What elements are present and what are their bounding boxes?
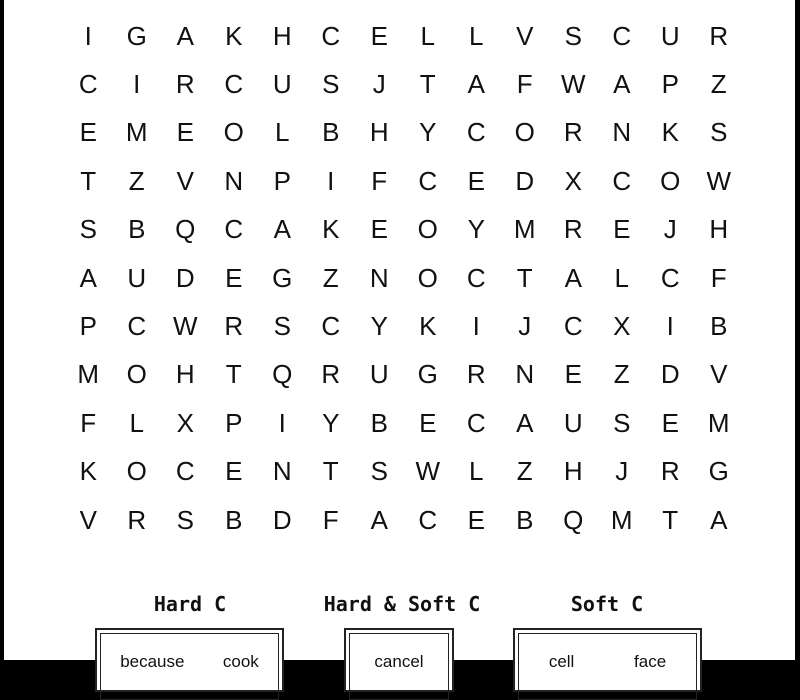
word-list-item: because [120, 652, 185, 671]
word-list-item: cell [548, 652, 575, 671]
grid-letter[interactable]: S [710, 117, 728, 148]
grid-letter[interactable]: I [133, 69, 141, 100]
worksheet-page [4, 0, 795, 671]
grid-letter[interactable]: W [172, 311, 198, 342]
grid-letter[interactable]: Q [175, 214, 196, 245]
grid-letter[interactable]: E [419, 407, 437, 438]
grid-letter[interactable]: R [127, 504, 147, 535]
grid-letter[interactable]: O [417, 214, 438, 245]
grid-letter[interactable]: I [84, 20, 92, 51]
grid-letter[interactable]: L [469, 20, 484, 51]
grid-letter[interactable]: Q [563, 504, 584, 535]
grid-letter[interactable]: H [272, 20, 292, 51]
grid-letter[interactable]: I [278, 407, 286, 438]
grid-letter[interactable]: A [710, 504, 728, 535]
grid-letter[interactable]: L [420, 20, 435, 51]
grid-letter[interactable]: T [322, 456, 339, 487]
heading-hard-c: Hard C [153, 592, 227, 616]
grid-letter[interactable]: L [275, 117, 290, 148]
grid-letter[interactable]: X [176, 407, 194, 438]
grid-letter[interactable]: P [273, 165, 291, 196]
grid-letter[interactable]: W [415, 456, 441, 487]
grid-letter[interactable]: T [225, 359, 242, 390]
grid-letter[interactable]: R [224, 311, 244, 342]
grid-letter[interactable]: C [660, 262, 680, 293]
grid-letter[interactable]: G [126, 20, 147, 51]
grid-letter[interactable]: S [564, 20, 582, 51]
grid-letter[interactable]: A [564, 262, 582, 293]
grid-letter[interactable]: R [563, 117, 583, 148]
grid-letter[interactable]: Z [128, 165, 145, 196]
grid-letter[interactable]: B [710, 311, 728, 342]
grid-letter[interactable]: C [418, 165, 438, 196]
grid-letter[interactable]: P [79, 311, 97, 342]
grid-letter[interactable]: X [564, 165, 582, 196]
grid-letter[interactable]: C [175, 456, 195, 487]
grid-letter[interactable]: E [467, 504, 485, 535]
grid-letter[interactable]: J [372, 69, 386, 100]
grid-letter[interactable]: M [125, 117, 148, 148]
grid-letter[interactable]: C [612, 165, 632, 196]
grid-letter[interactable]: J [615, 456, 629, 487]
grid-letter[interactable]: N [515, 359, 535, 390]
grid-letter[interactable]: A [467, 69, 485, 100]
heading-soft-c: Soft C [570, 592, 644, 616]
grid-letter[interactable]: S [613, 407, 631, 438]
grid-letter[interactable]: M [707, 407, 730, 438]
grid-letter[interactable]: C [418, 504, 438, 535]
grid-letter[interactable]: D [272, 504, 292, 535]
grid-letter[interactable]: E [370, 214, 388, 245]
grid-letter[interactable]: G [272, 262, 293, 293]
grid-letter[interactable]: B [225, 504, 243, 535]
grid-letter[interactable]: M [77, 359, 100, 390]
grid-letter[interactable]: J [663, 214, 677, 245]
grid-letter[interactable]: U [660, 20, 680, 51]
grid-letter[interactable]: K [322, 214, 340, 245]
grid-letter[interactable]: T [662, 504, 679, 535]
grid-letter[interactable]: V [176, 165, 194, 196]
grid-letter[interactable]: F [516, 69, 533, 100]
grid-letter[interactable]: C [78, 69, 98, 100]
grid-letter[interactable]: L [614, 262, 629, 293]
grid-letter[interactable]: M [513, 214, 536, 245]
grid-letter[interactable]: U [563, 407, 583, 438]
grid-letter[interactable]: Z [613, 359, 630, 390]
grid-letter[interactable]: E [467, 165, 485, 196]
grid-letter[interactable]: L [129, 407, 144, 438]
grid-letter[interactable]: Q [272, 359, 293, 390]
grid-letter[interactable]: S [273, 311, 291, 342]
grid-letter[interactable]: U [369, 359, 389, 390]
grid-letter[interactable]: R [466, 359, 486, 390]
grid-letter[interactable]: F [371, 165, 388, 196]
grid-letter[interactable]: R [660, 456, 680, 487]
grid-letter[interactable]: I [666, 311, 674, 342]
word-box-hard-c [95, 628, 284, 692]
grid-letter[interactable]: E [564, 359, 582, 390]
grid-letter[interactable]: H [369, 117, 389, 148]
grid-letter[interactable]: H [175, 359, 195, 390]
grid-letter[interactable]: D [660, 359, 680, 390]
grid-letter[interactable]: C [563, 311, 583, 342]
grid-letter[interactable]: I [472, 311, 480, 342]
grid-letter[interactable]: C [321, 311, 341, 342]
grid-letter[interactable]: C [321, 20, 341, 51]
grid-letter[interactable]: J [518, 311, 532, 342]
grid-letter[interactable]: K [225, 20, 243, 51]
grid-letter[interactable]: D [515, 165, 535, 196]
grid-letter[interactable]: N [224, 165, 244, 196]
grid-letter[interactable]: M [610, 504, 633, 535]
grid-letter[interactable]: Y [467, 214, 485, 245]
grid-letter[interactable]: F [322, 504, 339, 535]
grid-letter[interactable]: S [79, 214, 97, 245]
grid-letter[interactable]: E [79, 117, 97, 148]
grid-letter[interactable]: F [710, 262, 727, 293]
grid-letter[interactable]: O [126, 456, 147, 487]
grid-letter[interactable]: D [175, 262, 195, 293]
grid-letter[interactable]: F [80, 407, 97, 438]
grid-letter[interactable]: E [613, 214, 631, 245]
grid-letter[interactable]: C [466, 262, 486, 293]
grid-letter[interactable]: S [322, 69, 340, 100]
grid-letter[interactable]: T [516, 262, 533, 293]
grid-letter[interactable]: N [612, 117, 632, 148]
grid-letter[interactable]: E [176, 117, 194, 148]
grid-letter[interactable]: G [708, 456, 729, 487]
word-list-item: cook [222, 652, 259, 671]
grid-letter[interactable]: C [224, 69, 244, 100]
grid-letter[interactable]: S [176, 504, 194, 535]
grid-letter[interactable]: P [225, 407, 243, 438]
grid-letter[interactable]: E [225, 456, 243, 487]
grid-letter[interactable]: A [516, 407, 534, 438]
grid-letter[interactable]: U [127, 262, 147, 293]
grid-letter[interactable]: C [466, 117, 486, 148]
grid-letter[interactable]: A [613, 69, 631, 100]
grid-letter[interactable]: T [419, 69, 436, 100]
grid-letter[interactable]: S [370, 456, 388, 487]
grid-letter[interactable]: K [419, 311, 437, 342]
grid-letter[interactable]: L [469, 456, 484, 487]
grid-letter[interactable]: E [225, 262, 243, 293]
grid-letter[interactable]: A [176, 20, 194, 51]
grid-letter[interactable]: H [563, 456, 583, 487]
grid-letter[interactable]: A [79, 262, 97, 293]
word-box-hard-soft-c [344, 628, 454, 692]
grid-letter[interactable]: W [560, 69, 586, 100]
grid-letter[interactable]: T [80, 165, 97, 196]
grid-letter[interactable]: A [370, 504, 388, 535]
grid-letter[interactable]: B [370, 407, 388, 438]
grid-letter[interactable]: N [272, 456, 292, 487]
grid-letter[interactable]: K [661, 117, 679, 148]
grid-letter[interactable]: N [369, 262, 389, 293]
grid-letter[interactable]: R [321, 359, 341, 390]
grid-letter[interactable]: V [710, 359, 728, 390]
grid-letter[interactable]: A [273, 214, 291, 245]
grid-letter[interactable]: H [709, 214, 729, 245]
grid-letter[interactable]: B [322, 117, 340, 148]
grid-letter[interactable]: W [706, 165, 732, 196]
grid-letter[interactable]: B [128, 214, 146, 245]
grid-letter[interactable]: P [661, 69, 679, 100]
grid-letter[interactable]: R [175, 69, 195, 100]
grid-letter[interactable]: C [224, 214, 244, 245]
grid-letter[interactable]: C [466, 407, 486, 438]
grid-letter[interactable]: Y [370, 311, 388, 342]
grid-letter[interactable]: V [516, 20, 534, 51]
grid-letter[interactable]: C [127, 311, 147, 342]
grid-letter[interactable]: Z [516, 456, 533, 487]
grid-letter[interactable]: O [223, 117, 244, 148]
grid-letter[interactable]: X [613, 311, 631, 342]
grid-letter[interactable]: Y [322, 407, 340, 438]
word-list-item: face [634, 652, 667, 671]
grid-letter[interactable]: E [370, 20, 388, 51]
grid-letter[interactable]: U [272, 69, 292, 100]
heading-hard-soft-c: Hard & Soft C [323, 592, 481, 616]
word-box-soft-c [513, 628, 702, 692]
grid-letter[interactable]: Z [322, 262, 339, 293]
grid-letter[interactable]: B [516, 504, 534, 535]
word-list-item: cancel [374, 652, 424, 671]
grid-letter[interactable]: Z [710, 69, 727, 100]
grid-letter[interactable]: Y [419, 117, 437, 148]
grid-letter[interactable]: R [709, 20, 729, 51]
grid-letter[interactable]: R [563, 214, 583, 245]
grid-letter[interactable]: I [327, 165, 335, 196]
grid-letter[interactable]: O [126, 359, 147, 390]
grid-letter[interactable]: C [612, 20, 632, 51]
grid-letter[interactable]: O [417, 262, 438, 293]
grid-letter[interactable]: E [661, 407, 679, 438]
grid-letter[interactable]: O [660, 165, 681, 196]
grid-letter[interactable]: O [514, 117, 535, 148]
grid-letter[interactable]: K [79, 456, 97, 487]
grid-letter[interactable]: V [79, 504, 97, 535]
grid-letter[interactable]: G [417, 359, 438, 390]
letter-grid [64, 12, 743, 544]
